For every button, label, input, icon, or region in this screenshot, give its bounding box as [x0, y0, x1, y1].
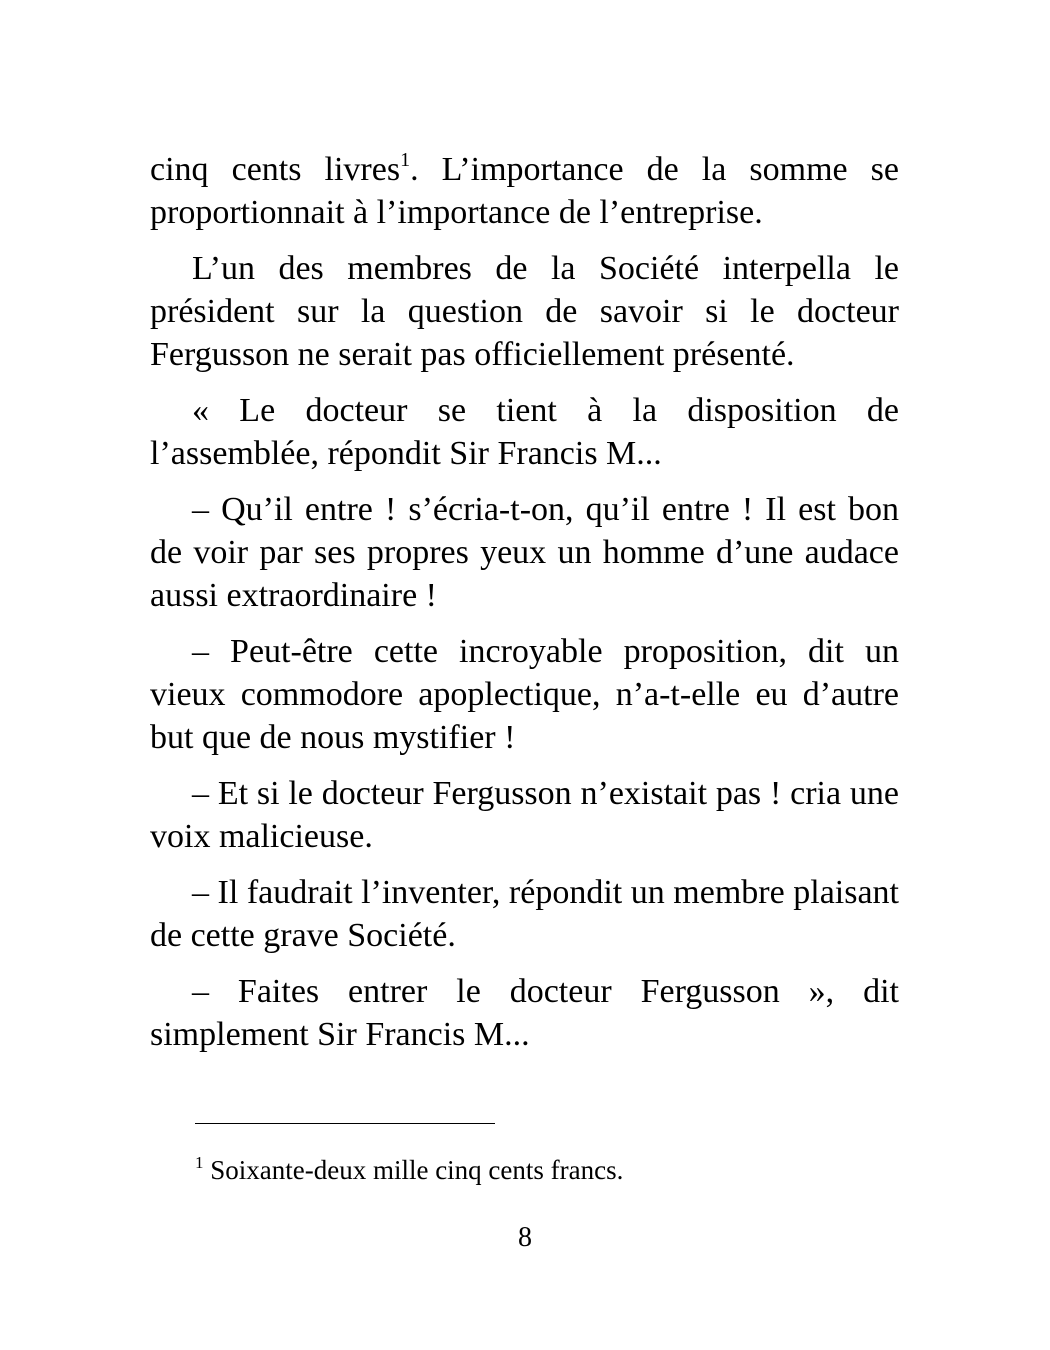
paragraph: – Et si le docteur Fergusson n’existait pas ! cria une voix malicieuse.	[150, 775, 899, 855]
paragraph-text: . L’importance de la somme se proportionnait à l’importance de l’entreprise.	[150, 151, 899, 231]
page-number: 8	[518, 1222, 532, 1253]
paragraph: – Peut-être cette incroyable proposition, dit un vieux commodore apoplectique, n’a-t-elle eu d’autre but que de nous mystifier !	[150, 633, 899, 756]
footnote-text: Soixante-deux mille cinq cents francs.	[210, 1155, 624, 1185]
paragraph: – Faites entrer le docteur Fergusson », dit simplement Sir Francis M...	[150, 973, 899, 1053]
paragraph: L’un des membres de la Société interpella le président sur la question de savoir si le docteur Fergusson ne serait pas officiellement présenté.	[150, 250, 899, 373]
paragraph: « Le docteur se tient à la disposition de l’assemblée, répondit Sir Francis M...	[150, 392, 899, 472]
footnote-reference[interactable]: 1	[400, 149, 411, 171]
body-text	[150, 148, 899, 1069]
footnote	[195, 1150, 623, 1190]
paragraph: – Il faudrait l’inventer, répondit un membre plaisant de cette grave Société.	[150, 874, 899, 954]
footnote-mark: 1	[195, 1153, 204, 1172]
paragraph: – Qu’il entre ! s’écria-t-on, qu’il entre ! Il est bon de voir par ses propres yeux un homme d’une audace aussi extraordinaire !	[150, 491, 899, 614]
paragraph-text: cinq cents livres	[150, 151, 401, 188]
paragraph-continuation	[150, 148, 899, 234]
footnote-separator	[195, 1123, 495, 1124]
